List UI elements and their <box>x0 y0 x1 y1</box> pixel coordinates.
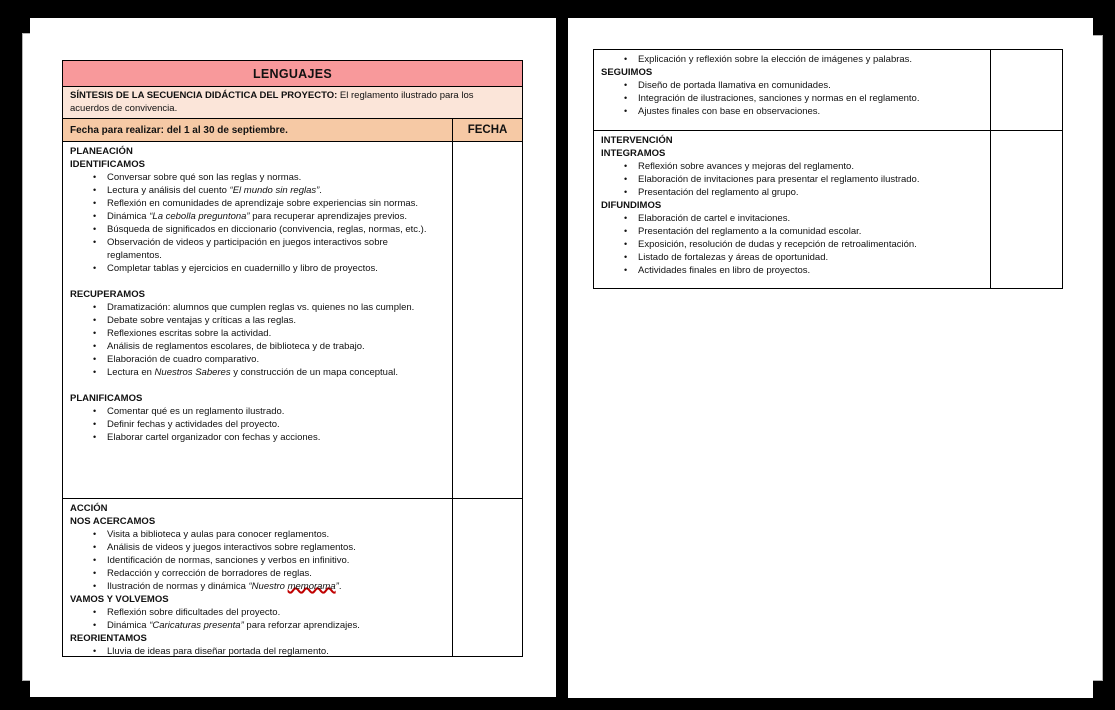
bullet-item <box>601 53 982 66</box>
section-heading: RECUPERAMOS <box>70 289 145 300</box>
section-heading: SEGUIMOS <box>601 67 653 78</box>
bullet-text: Lectura en Nuestros Saberes y construcción de un mapa conceptual. <box>107 367 398 378</box>
fecha-column-header: FECHA <box>467 124 508 136</box>
bullet-icon: • <box>93 607 97 617</box>
bullet-icon: • <box>93 341 97 351</box>
bullet-text: Reflexión sobre dificultades del proyecto. <box>107 607 281 618</box>
seguimos-row <box>594 50 1062 130</box>
bullet-text: Presentación del reglamento al grupo. <box>638 187 799 198</box>
bullet-item <box>70 418 431 431</box>
intervencion-content-cell <box>594 131 991 288</box>
bullet-text: Dinámica “Caricaturas presenta” para reforzar aprendizajes. <box>107 620 360 631</box>
bullet-item <box>70 184 431 197</box>
bullet-text: Identificación de normas, sanciones y verbos en infinitivo. <box>107 555 350 566</box>
section-heading: INTERVENCIÓN <box>601 135 673 146</box>
bullet-text: Presentación del reglamento a la comunidad escolar. <box>638 226 862 237</box>
bullet-item <box>601 225 982 238</box>
bullet-item <box>70 567 431 580</box>
document-page-1[interactable] <box>30 18 556 697</box>
bullet-text: Reflexiones escritas sobre la actividad. <box>107 328 272 339</box>
bullet-text: Reflexión sobre avances y mejoras del reglamento. <box>638 161 854 172</box>
table-title-row <box>63 61 522 86</box>
bullet-item <box>70 327 431 340</box>
bullet-item <box>70 554 431 567</box>
fecha-empty-cell <box>453 499 522 656</box>
bullet-item <box>70 606 431 619</box>
bullet-icon: • <box>93 237 97 247</box>
bullet-icon: • <box>624 239 628 249</box>
bullet-text: Definir fechas y actividades del proyecto. <box>107 419 280 430</box>
bullet-icon: • <box>93 568 97 578</box>
planeacion-row <box>63 141 522 498</box>
fecha-empty-cell <box>991 131 1062 288</box>
bullet-text: Ajustes finales con base en observaciones. <box>638 106 821 117</box>
bullet-item <box>70 353 431 366</box>
bullet-icon: • <box>93 185 97 195</box>
section-heading: PLANEACIÓN <box>70 146 133 157</box>
bullet-icon: • <box>93 406 97 416</box>
bullet-icon: • <box>624 93 628 103</box>
lesson-plan-table-page-1 <box>62 60 523 657</box>
bullet-icon: • <box>93 354 97 364</box>
bullet-item <box>601 79 982 92</box>
bullet-item <box>70 541 431 554</box>
bullet-text: Diseño de portada llamativa en comunidades. <box>638 80 831 91</box>
fecha-empty-cell <box>991 50 1062 130</box>
date-row <box>63 118 522 141</box>
bullet-text: Análisis de videos y juegos interactivos sobre reglamentos. <box>107 542 356 553</box>
bullet-icon: • <box>624 252 628 262</box>
bullet-text: Observación de videos y participación en juegos interactivos sobre reglamentos. <box>107 237 388 261</box>
bullet-item <box>70 405 431 418</box>
bullet-item <box>70 314 431 327</box>
date-range-cell <box>63 119 453 141</box>
bullet-text: Explicación y reflexión sobre la elección de imágenes y palabras. <box>638 54 913 65</box>
bullet-item <box>70 262 431 275</box>
accion-content-cell <box>63 499 453 656</box>
synthesis-label: SÍNTESIS DE LA SECUENCIA DIDÁCTICA DEL PROYECTO: <box>70 90 338 101</box>
bullet-icon: • <box>624 161 628 171</box>
bullet-icon: • <box>624 106 628 116</box>
section-heading: ACCIÓN <box>70 503 108 514</box>
planeacion-content-cell <box>63 142 453 498</box>
table-title: LENGUAJES <box>252 66 333 81</box>
bullet-item <box>70 528 431 541</box>
blank-line <box>70 379 431 392</box>
bullet-icon: • <box>624 187 628 197</box>
bullet-item <box>70 171 431 184</box>
bullet-icon: • <box>93 542 97 552</box>
seguimos-content-cell <box>594 50 991 130</box>
section-heading: NOS ACERCAMOS <box>70 516 156 527</box>
bullet-icon: • <box>93 315 97 325</box>
bullet-item <box>70 366 431 379</box>
bullet-item <box>70 301 431 314</box>
bullet-icon: • <box>93 211 97 221</box>
section-heading: VAMOS Y VOLVEMOS <box>70 594 169 605</box>
bullet-icon: • <box>93 367 97 377</box>
bullet-text: Actividades finales en libro de proyectos. <box>638 265 811 276</box>
bullet-icon: • <box>93 198 97 208</box>
bullet-icon: • <box>93 419 97 429</box>
bullet-item <box>601 92 982 105</box>
bullet-item <box>601 186 982 199</box>
bullet-item <box>601 212 982 225</box>
bullet-item <box>70 645 431 656</box>
bullet-text: Exposición, resolución de dudas y recepción de retroalimentación. <box>638 239 917 250</box>
bullet-text: Análisis de reglamentos escolares, de biblioteca y de trabajo. <box>107 341 365 352</box>
bullet-item <box>70 236 431 262</box>
bullet-icon: • <box>624 213 628 223</box>
bullet-item <box>601 238 982 251</box>
bullet-text: Conversar sobre qué son las reglas y normas. <box>107 172 302 183</box>
section-heading: DIFUNDIMOS <box>601 200 662 211</box>
bullet-item <box>601 173 982 186</box>
bullet-icon: • <box>93 328 97 338</box>
bullet-item <box>70 619 431 632</box>
bullet-text: Reflexión en comunidades de aprendizaje sobre experiencias sin normas. <box>107 198 419 209</box>
bullet-text: Listado de fortalezas y áreas de oportunidad. <box>638 252 829 263</box>
bullet-icon: • <box>93 224 97 234</box>
bullet-text: Lectura y análisis del cuento “El mundo sin reglas”. <box>107 185 322 196</box>
bullet-text: Elaboración de cuadro comparativo. <box>107 354 260 365</box>
bullet-text: Elaborar cartel organizador con fechas y acciones. <box>107 432 321 443</box>
bullet-text: Debate sobre ventajas y críticas a las reglas. <box>107 315 297 326</box>
section-heading: IDENTIFICAMOS <box>70 159 145 170</box>
bullet-item <box>70 197 431 210</box>
bullet-item <box>601 105 982 118</box>
bullet-icon: • <box>93 432 97 442</box>
bullet-icon: • <box>624 54 628 64</box>
bullet-item <box>70 340 431 353</box>
section-heading: PLANIFICAMOS <box>70 393 143 404</box>
lesson-plan-table-page-2 <box>593 49 1063 289</box>
bullet-icon: • <box>93 172 97 182</box>
intervencion-row <box>594 130 1062 288</box>
synthesis-text: El reglamento ilustrado para los acuerdos de convivencia. <box>70 90 474 114</box>
bullet-icon: • <box>624 265 628 275</box>
document-page-2[interactable] <box>568 18 1093 698</box>
bullet-text: Búsqueda de significados en diccionario (convivencia, reglas, normas, etc.). <box>107 224 427 235</box>
bullet-text: Elaboración de cartel e invitaciones. <box>638 213 791 224</box>
bullet-icon: • <box>93 646 97 656</box>
bullet-icon: • <box>93 581 97 591</box>
bullet-icon: • <box>93 302 97 312</box>
bullet-icon: • <box>93 529 97 539</box>
bullet-text: Visita a biblioteca y aulas para conocer reglamentos. <box>107 529 330 540</box>
bullet-text: Elaboración de invitaciones para presentar el reglamento ilustrado. <box>638 174 920 185</box>
fecha-empty-cell <box>453 142 522 498</box>
bullet-item <box>70 580 431 593</box>
bullet-item <box>601 251 982 264</box>
section-heading: INTEGRAMOS <box>601 148 666 159</box>
bullet-icon: • <box>624 80 628 90</box>
bullet-icon: • <box>93 263 97 273</box>
bullet-text: Ilustración de normas y dinámica “Nuestro memorama”. <box>107 581 342 592</box>
bullet-item <box>601 160 982 173</box>
bullet-icon: • <box>624 174 628 184</box>
bullet-item <box>70 431 431 444</box>
section-heading: REORIENTAMOS <box>70 633 147 644</box>
fecha-column-header-cell <box>453 119 522 141</box>
bullet-text: Comentar qué es un reglamento ilustrado. <box>107 406 285 417</box>
bullet-item <box>601 264 982 277</box>
blank-line <box>70 275 431 288</box>
bullet-text: Completar tablas y ejercicios en cuadernillo y libro de proyectos. <box>107 263 378 274</box>
bullet-text: Dramatización: alumnos que cumplen reglas vs. quienes no las cumplen. <box>107 302 415 313</box>
synthesis-row <box>63 86 522 118</box>
bullet-icon: • <box>93 620 97 630</box>
bullet-icon: • <box>624 226 628 236</box>
accion-row <box>63 498 522 656</box>
bullet-icon: • <box>93 555 97 565</box>
date-range-label: Fecha para realizar: del 1 al 30 de septiembre. <box>70 124 288 136</box>
bullet-text: Lluvia de ideas para diseñar portada del reglamento. <box>107 646 329 656</box>
bullet-item <box>70 223 431 236</box>
bullet-text: Redacción y corrección de borradores de reglas. <box>107 568 312 579</box>
bullet-text: Integración de ilustraciones, sanciones y normas en el reglamento. <box>638 93 920 104</box>
bullet-text: Dinámica “La cebolla preguntona” para recuperar aprendizajes previos. <box>107 211 407 222</box>
bullet-item <box>70 210 431 223</box>
